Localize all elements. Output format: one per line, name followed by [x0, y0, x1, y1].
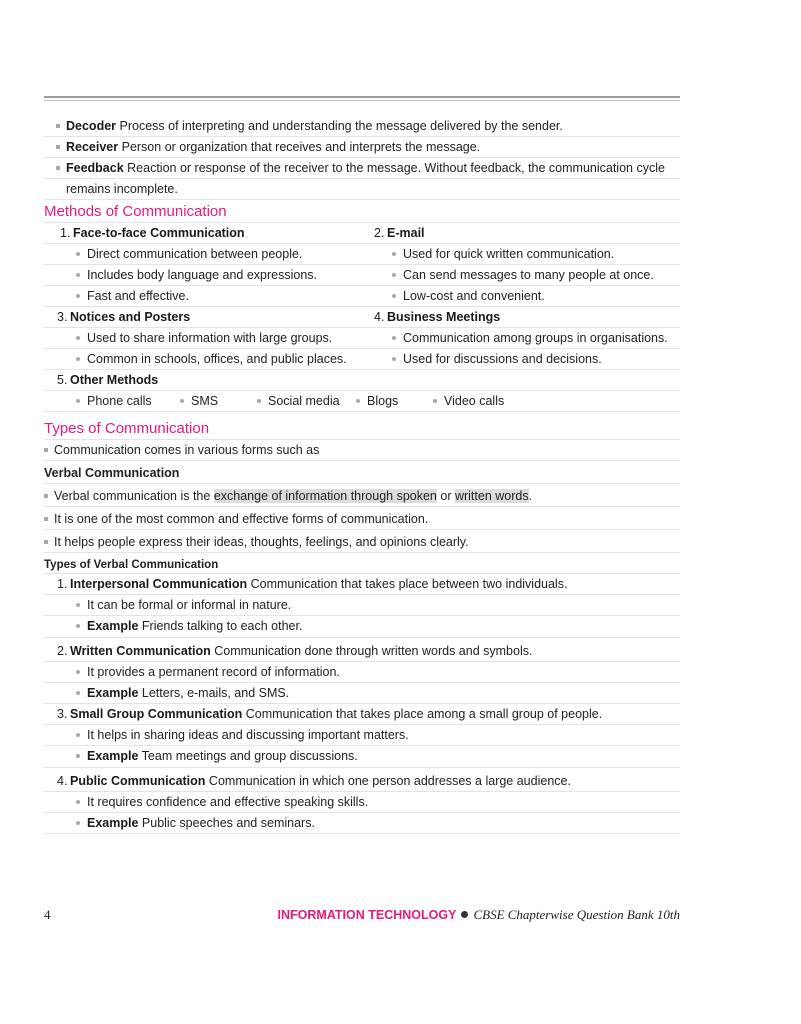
table-row: 3. Notices and Posters 4. Business Meetings [44, 307, 680, 328]
bullet-icon [76, 336, 80, 340]
list-item: It helps in sharing ideas and discussing important matters. [44, 725, 680, 746]
list-item: Communication comes in various forms such as [44, 440, 680, 461]
bullet-icon [76, 821, 80, 825]
list-item: 3. Small Group Communication Communication that takes place among a small group of people. [44, 704, 680, 725]
list-item: Receiver Person or organization that receives and interprets the message. [44, 137, 680, 158]
table-row: Direct communication between people. Used for quick written communication. [44, 244, 680, 265]
bullet-icon [44, 448, 48, 452]
bullet-icon [76, 399, 80, 403]
bullet-icon [76, 624, 80, 628]
bullet-icon [56, 166, 60, 170]
footer-title: INFORMATION TECHNOLOGY CBSE Chapterwise Question Bank 10th [277, 907, 680, 922]
list-item: Decoder Process of interpreting and understanding the message delivered by the sender. [44, 116, 680, 137]
table-row: Used to share information with large groups. Communication among groups in organisations. [44, 328, 680, 349]
page-number: 4 [44, 907, 51, 922]
list-item: 2. Written Communication Communication done through written words and symbols. [44, 641, 680, 662]
bullet-icon [257, 399, 261, 403]
list-item: Example Friends talking to each other. [44, 616, 680, 638]
bullet-icon [76, 357, 80, 361]
table-row: Fast and effective. Low-cost and convenient. [44, 286, 680, 307]
list-item: It can be formal or informal in nature. [44, 595, 680, 616]
bullet-icon [44, 494, 48, 498]
list-item: 1. Interpersonal Communication Communication that takes place between two individuals. [44, 574, 680, 595]
table-row: 5. Other Methods [44, 370, 680, 391]
list-item: Feedback Reaction or response of the receiver to the message. Without feedback, the communication cycle [44, 158, 680, 179]
bullet-icon [76, 670, 80, 674]
bullet-icon [56, 124, 60, 128]
list-item: It requires confidence and effective speaking skills. [44, 792, 680, 813]
bullet-icon [44, 540, 48, 544]
list-item: Example Letters, e-mails, and SMS. [44, 683, 680, 704]
list-item: It helps people express their ideas, thoughts, feelings, and opinions clearly. [44, 531, 680, 553]
highlight: written words [454, 489, 529, 503]
bullet-icon [76, 754, 80, 758]
list-item: It is one of the most common and effective forms of communication. [44, 508, 680, 530]
list-item: Example Team meetings and group discussions. [44, 746, 680, 768]
table-row: Phone calls SMS Social media Blogs Video calls [44, 391, 680, 412]
bullet-icon [76, 294, 80, 298]
bullet-icon [76, 733, 80, 737]
list-item-continuation: remains incomplete. [44, 179, 680, 200]
bullet-icon [392, 273, 396, 277]
highlight: exchange of information through spoken [213, 489, 437, 503]
list-item: Verbal communication is the exchange of information through spoken or written words. [44, 485, 680, 507]
bullet-icon [76, 603, 80, 607]
sub-heading: Verbal Communication [44, 462, 680, 484]
list-item: It provides a permanent record of information. [44, 662, 680, 683]
top-rule [44, 96, 680, 101]
table-row: Includes body language and expressions. Can send messages to many people at once. [44, 265, 680, 286]
bullet-icon [461, 911, 468, 918]
bullet-icon [76, 691, 80, 695]
bullet-icon [433, 399, 437, 403]
bullet-icon [392, 294, 396, 298]
list-item: 4. Public Communication Communication in which one person addresses a large audience. [44, 771, 680, 792]
list-item: Example Public speeches and seminars. [44, 813, 680, 834]
section-heading: Methods of Communication [44, 201, 680, 223]
page-footer [44, 906, 680, 924]
bullet-icon [392, 336, 396, 340]
bullet-icon [76, 252, 80, 256]
section-heading: Types of Communication [44, 417, 680, 440]
bullet-icon [76, 273, 80, 277]
bullet-icon [392, 252, 396, 256]
table-row: 1. Face-to-face Communication 2. E-mail [44, 223, 680, 244]
bullet-icon [56, 145, 60, 149]
sub-heading: Types of Verbal Communication [44, 554, 680, 574]
bullet-icon [180, 399, 184, 403]
table-row: Common in schools, offices, and public places. Used for discussions and decisions. [44, 349, 680, 370]
bullet-icon [356, 399, 360, 403]
bullet-icon [44, 517, 48, 521]
bullet-icon [392, 357, 396, 361]
bullet-icon [76, 800, 80, 804]
